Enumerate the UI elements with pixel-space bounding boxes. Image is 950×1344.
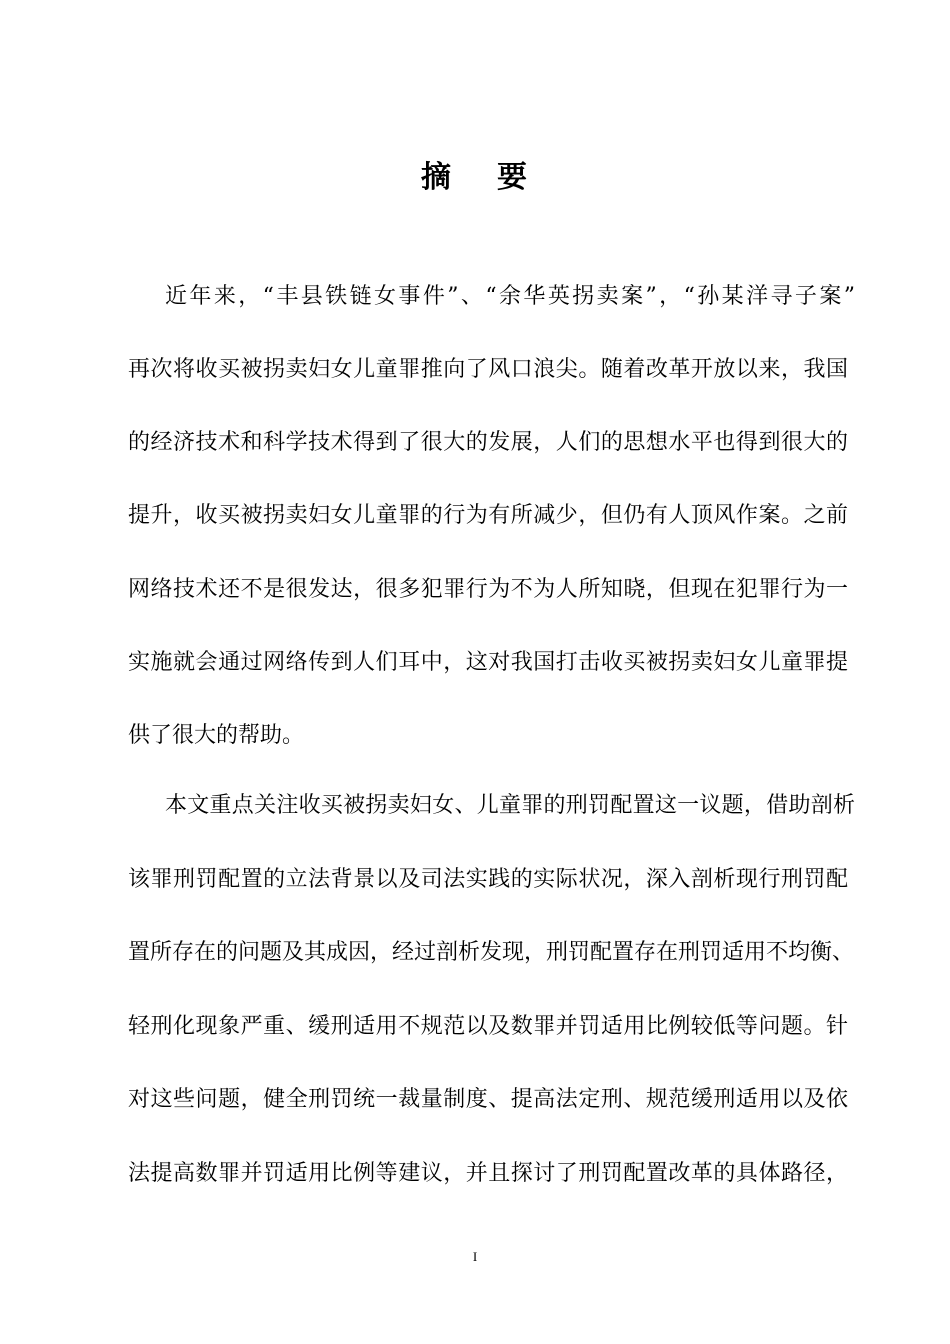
paragraph-1-line-3: 的经济技术和科学技术得到了很大的发展，人们的思想水平也得到很大的 (128, 430, 848, 455)
paragraph-1-line-4: 提升，收买被拐卖妇女儿童罪的行为有所减少，但仍有人顶风作案。之前 (128, 503, 848, 528)
paragraph-2-line-2: 该罪刑罚配置的立法背景以及司法实践的实际状况，深入剖析现行刑罚配 (128, 867, 848, 892)
paragraph-1-line-7: 供了很大的帮助。 (128, 723, 305, 748)
paragraph-2-line-1: 本文重点关注收买被拐卖妇女、儿童罪的刑罚配置这一议题，借助剖析 (165, 793, 855, 818)
title-char-left: 摘 (421, 160, 453, 195)
page-number: I (472, 1249, 478, 1264)
paragraph-2-line-5: 对这些问题，健全刑罚统一裁量制度、提高法定刑、规范缓刑适用以及依 (128, 1087, 848, 1112)
page-title (0, 158, 950, 198)
paragraph-2-line-4: 轻刑化现象严重、缓刑适用不规范以及数罪并罚适用比例较低等问题。针 (128, 1014, 848, 1039)
title-char-right: 要 (497, 160, 529, 195)
paragraph-2-line-3: 置所存在的问题及其成因，经过剖析发现，刑罚配置存在刑罚适用不均衡、 (128, 940, 855, 965)
paragraph-1-line-6: 实施就会通过网络传到人们耳中，这对我国打击收买被拐卖妇女儿童罪提 (128, 650, 848, 675)
paragraph-1-line-1: 近年来，“丰县铁链女事件”、“余华英拐卖案”，“孙某洋寻子案” (165, 284, 855, 309)
paragraph-1-line-5: 网络技术还不是很发达，很多犯罪行为不为人所知晓，但现在犯罪行为一 (128, 577, 848, 602)
paragraph-1-line-2: 再次将收买被拐卖妇女儿童罪推向了风口浪尖。随着改革开放以来，我国 (128, 357, 848, 382)
paragraph-2-line-6: 法提高数罪并罚适用比例等建议，并且探讨了刑罚配置改革的具体路径， (128, 1161, 848, 1186)
